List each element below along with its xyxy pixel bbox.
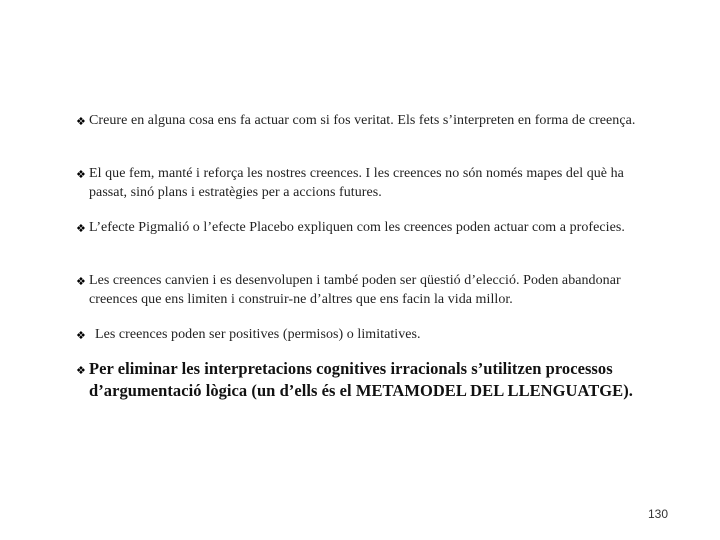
diamond-bullet-icon: ❖ bbox=[76, 275, 86, 288]
bullet-text: El que fem, manté i reforça les nostres creences. I les creences no són només mapes del què ha passat, sinó plans i estratègies per a accions futures. bbox=[89, 166, 624, 200]
bullet-text: Per eliminar les interpretacions cognitives irracionals s’utilitzen processos d’argumentació lògica (un d’ells és el METAMODEL DEL LLENGUATGE). bbox=[89, 359, 633, 400]
diamond-bullet-icon: ❖ bbox=[76, 115, 86, 128]
bullet-text: Les creences poden ser positives (permisos) o limitatives. bbox=[95, 327, 421, 342]
page-number: 130 bbox=[648, 507, 669, 521]
bullet-text: Les creences canvien i es desenvolupen i també poden ser qüestió d’elecció. Poden abandonar creences que ens limiten i construir-ne d’altres que ens facin la vida millor. bbox=[89, 273, 621, 307]
bullet-text: Creure en alguna cosa ens fa actuar com si fos veritat. Els fets s’interpreten en forma de creença. bbox=[89, 113, 636, 128]
bullet-text: L’efecte Pigmalió o l’efecte Placebo expliquen com les creences poden actuar com a profecies. bbox=[89, 220, 625, 235]
diamond-bullet-icon: ❖ bbox=[76, 329, 86, 342]
diamond-bullet-icon: ❖ bbox=[76, 168, 86, 181]
diamond-bullet-icon: ❖ bbox=[76, 222, 86, 235]
diamond-bullet-icon: ❖ bbox=[76, 364, 86, 377]
